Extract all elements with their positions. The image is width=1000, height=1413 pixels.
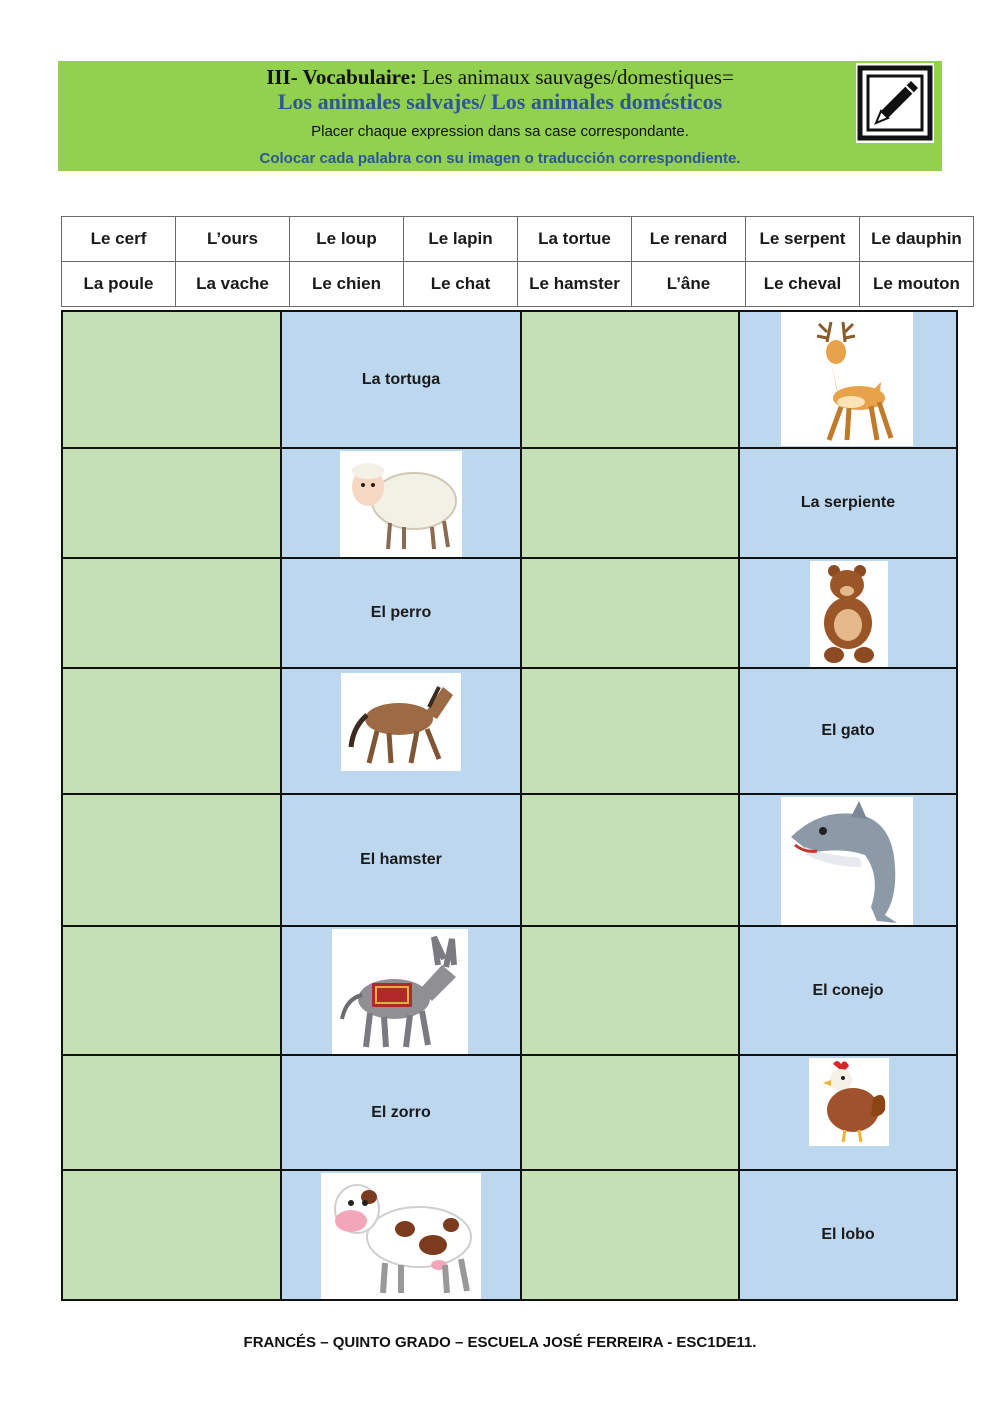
drop-zone[interactable] bbox=[522, 559, 740, 669]
instruction-fr: Placer chaque expression dans sa case correspondante. bbox=[311, 123, 689, 140]
drop-zone[interactable] bbox=[63, 312, 282, 449]
label-conejo: El conejo bbox=[740, 927, 958, 1056]
label-serpiente: La serpiente bbox=[740, 449, 958, 559]
horse-icon bbox=[341, 673, 461, 771]
drop-zone[interactable] bbox=[63, 1056, 282, 1171]
label-tortuga: La tortuga bbox=[282, 312, 522, 449]
drop-zone[interactable] bbox=[63, 559, 282, 669]
edit-icon bbox=[856, 63, 934, 143]
drop-zone[interactable] bbox=[522, 669, 740, 795]
word-bank-item[interactable]: L’âne bbox=[632, 262, 746, 307]
drop-zone[interactable] bbox=[522, 795, 740, 927]
word-bank-item[interactable]: Le cheval bbox=[746, 262, 860, 307]
picture-cell bbox=[282, 669, 522, 795]
word-bank-item[interactable]: Le lapin bbox=[404, 217, 518, 262]
drop-zone[interactable] bbox=[522, 1056, 740, 1171]
label-zorro: El zorro bbox=[282, 1056, 522, 1171]
word-bank-item[interactable]: Le serpent bbox=[746, 217, 860, 262]
title-es: Los animales salvajes/ Los animales domésticos bbox=[277, 89, 723, 114]
word-bank-item[interactable]: Le loup bbox=[290, 217, 404, 262]
word-bank-item[interactable]: Le chien bbox=[290, 262, 404, 307]
drop-zone[interactable] bbox=[522, 927, 740, 1056]
picture-cell bbox=[740, 559, 958, 669]
matching-grid bbox=[61, 310, 958, 1301]
instruction-es: Colocar cada palabra con su imagen o traducción correspondiente. bbox=[259, 150, 741, 167]
label-lobo: El lobo bbox=[740, 1171, 958, 1301]
picture-cell bbox=[740, 312, 958, 449]
word-bank-item[interactable]: La tortue bbox=[518, 217, 632, 262]
label-gato: El gato bbox=[740, 669, 958, 795]
word-bank-item[interactable]: Le cerf bbox=[62, 217, 176, 262]
picture-cell bbox=[740, 795, 958, 927]
drop-zone[interactable] bbox=[63, 795, 282, 927]
word-bank-item[interactable]: La vache bbox=[176, 262, 290, 307]
label-hamster: El hamster bbox=[282, 795, 522, 927]
bear-icon bbox=[810, 561, 888, 667]
dolphin-icon bbox=[781, 797, 913, 925]
word-bank-item[interactable]: La poule bbox=[62, 262, 176, 307]
title-fr: Les animaux sauvages/domestiques= bbox=[422, 65, 734, 89]
drop-zone[interactable] bbox=[63, 1171, 282, 1301]
word-bank bbox=[61, 216, 974, 307]
word-bank-item[interactable]: Le chat bbox=[404, 262, 518, 307]
cow-icon bbox=[321, 1173, 481, 1299]
word-bank-row bbox=[62, 262, 974, 307]
label-perro: El perro bbox=[282, 559, 522, 669]
header-title-fr-line bbox=[58, 65, 942, 90]
picture-cell bbox=[282, 1171, 522, 1301]
picture-cell bbox=[282, 927, 522, 1056]
section-label: III- Vocabulaire: bbox=[266, 65, 417, 89]
word-bank-item[interactable]: Le dauphin bbox=[860, 217, 974, 262]
drop-zone[interactable] bbox=[63, 927, 282, 1056]
hen-icon bbox=[809, 1058, 889, 1146]
word-bank-item[interactable]: Le hamster bbox=[518, 262, 632, 307]
drop-zone[interactable] bbox=[522, 1171, 740, 1301]
footer: FRANCÉS – QUINTO GRADO – ESCUELA JOSÉ FERREIRA - ESC1DE11. bbox=[243, 1334, 757, 1351]
drop-zone[interactable] bbox=[522, 449, 740, 559]
drop-zone[interactable] bbox=[63, 449, 282, 559]
word-bank-row bbox=[62, 217, 974, 262]
header-banner bbox=[58, 61, 942, 171]
picture-cell bbox=[282, 449, 522, 559]
word-bank-item[interactable]: Le renard bbox=[632, 217, 746, 262]
word-bank-item[interactable]: L’ours bbox=[176, 217, 290, 262]
deer-icon bbox=[781, 312, 913, 446]
word-bank-item[interactable]: Le mouton bbox=[860, 262, 974, 307]
drop-zone[interactable] bbox=[63, 669, 282, 795]
sheep-icon bbox=[340, 451, 462, 557]
donkey-icon bbox=[332, 929, 468, 1054]
picture-cell bbox=[740, 1056, 958, 1171]
drop-zone[interactable] bbox=[522, 312, 740, 449]
